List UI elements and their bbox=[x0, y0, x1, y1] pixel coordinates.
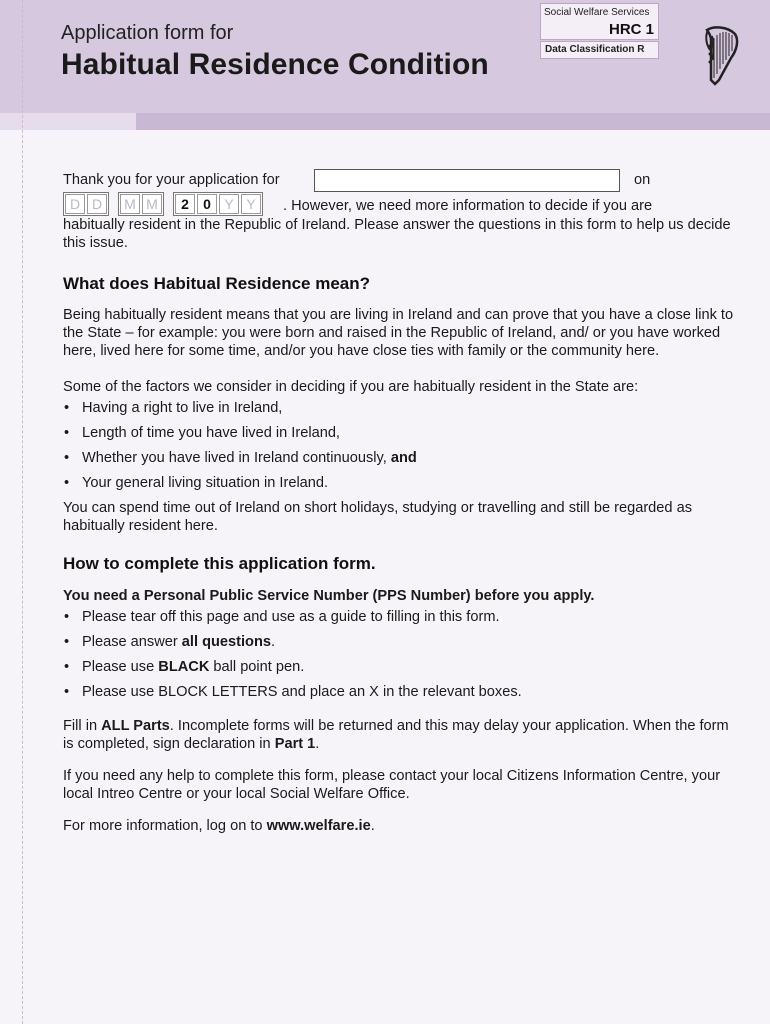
however-text: . However, we need more information to decide if you are bbox=[283, 198, 653, 214]
factors-list bbox=[63, 399, 743, 492]
section-heading-habitual-residence: What does Habitual Residence mean? bbox=[63, 274, 371, 293]
list-item: • Your general living situation in Ireland. bbox=[63, 474, 743, 492]
list-item: • Please use BLACK ball point pen. bbox=[63, 658, 743, 676]
instructions-list bbox=[63, 608, 743, 701]
factors-intro: Some of the factors we consider in deciding if you are habitually resident in the State are: bbox=[63, 379, 639, 395]
definition-paragraph: Being habitually resident means that you are living in Ireland and can prove that you have a close link to the State – for example: you were born and raised in the Republic of Ireland, and/ or you have worked here, lived here for some time, and/or you have close ties with family or the community here. bbox=[63, 307, 734, 359]
list-item: • Length of time you have lived in Ireland, bbox=[63, 424, 743, 442]
date-box: 0 bbox=[197, 194, 217, 214]
list-item: • Whether you have lived in Ireland continuously, and bbox=[63, 449, 743, 467]
classification-box bbox=[540, 41, 659, 59]
thank-you-text: Thank you for your application for bbox=[63, 172, 280, 188]
form-pre-title: Application form for bbox=[61, 22, 234, 44]
service-box bbox=[540, 3, 659, 40]
harp-emblem-icon bbox=[697, 24, 741, 88]
date-box[interactable]: Y bbox=[241, 194, 261, 214]
intro-line bbox=[63, 170, 743, 196]
fill-in-paragraph: Fill in ALL Parts. Incomplete forms will be returned and this may delay your application. When the form is completed, sign declaration in Part 1. bbox=[63, 718, 729, 752]
date-box[interactable]: D bbox=[87, 194, 107, 214]
classification-label: Data Classification R bbox=[545, 44, 645, 55]
date-box[interactable]: M bbox=[120, 194, 140, 214]
header-strip bbox=[0, 113, 770, 130]
list-item: • Please tear off this page and use as a guide to filling in this form. bbox=[63, 608, 743, 626]
more-info-paragraph: For more information, log on to www.welfare.ie. bbox=[63, 818, 375, 834]
application-type-field[interactable] bbox=[314, 169, 620, 192]
date-box[interactable]: M bbox=[142, 194, 162, 214]
form-title: Habitual Residence Condition bbox=[61, 48, 489, 81]
pps-note: You need a Personal Public Service Number (PPS Number) before you apply. bbox=[63, 588, 595, 604]
day-boxes[interactable] bbox=[63, 192, 109, 216]
form-instructions bbox=[63, 170, 743, 835]
service-label: Social Welfare Services bbox=[544, 7, 650, 18]
list-item: • Please answer all questions. bbox=[63, 633, 743, 651]
date-box: 2 bbox=[175, 194, 195, 214]
help-paragraph: If you need any help to complete this form, please contact your local Citizens Information Centre, your local Intreo Centre or your local Social Welfare Office. bbox=[63, 768, 721, 802]
month-boxes[interactable] bbox=[118, 192, 164, 216]
tear-off-line bbox=[22, 0, 23, 1024]
list-item: • Please use BLOCK LETTERS and place an X in the relevant boxes. bbox=[63, 683, 743, 701]
date-box[interactable]: D bbox=[65, 194, 85, 214]
intro-rest-text: habitually resident in the Republic of Ireland. Please answer the questions in this form to help us decide this issue. bbox=[63, 217, 731, 251]
date-line bbox=[63, 196, 743, 216]
on-text: on bbox=[634, 172, 651, 188]
date-box[interactable]: Y bbox=[219, 194, 239, 214]
header-strip-highlight bbox=[0, 113, 136, 130]
welfare-website-link: www.welfare.ie bbox=[266, 818, 371, 834]
year-boxes[interactable] bbox=[173, 192, 263, 216]
section-heading-how-to-complete: How to complete this application form. bbox=[63, 554, 376, 573]
travel-paragraph: You can spend time out of Ireland on short holidays, studying or travelling and still be regarded as habitually resident here. bbox=[63, 500, 692, 534]
list-item: • Having a right to live in Ireland, bbox=[63, 399, 743, 417]
form-code: HRC 1 bbox=[608, 21, 654, 38]
